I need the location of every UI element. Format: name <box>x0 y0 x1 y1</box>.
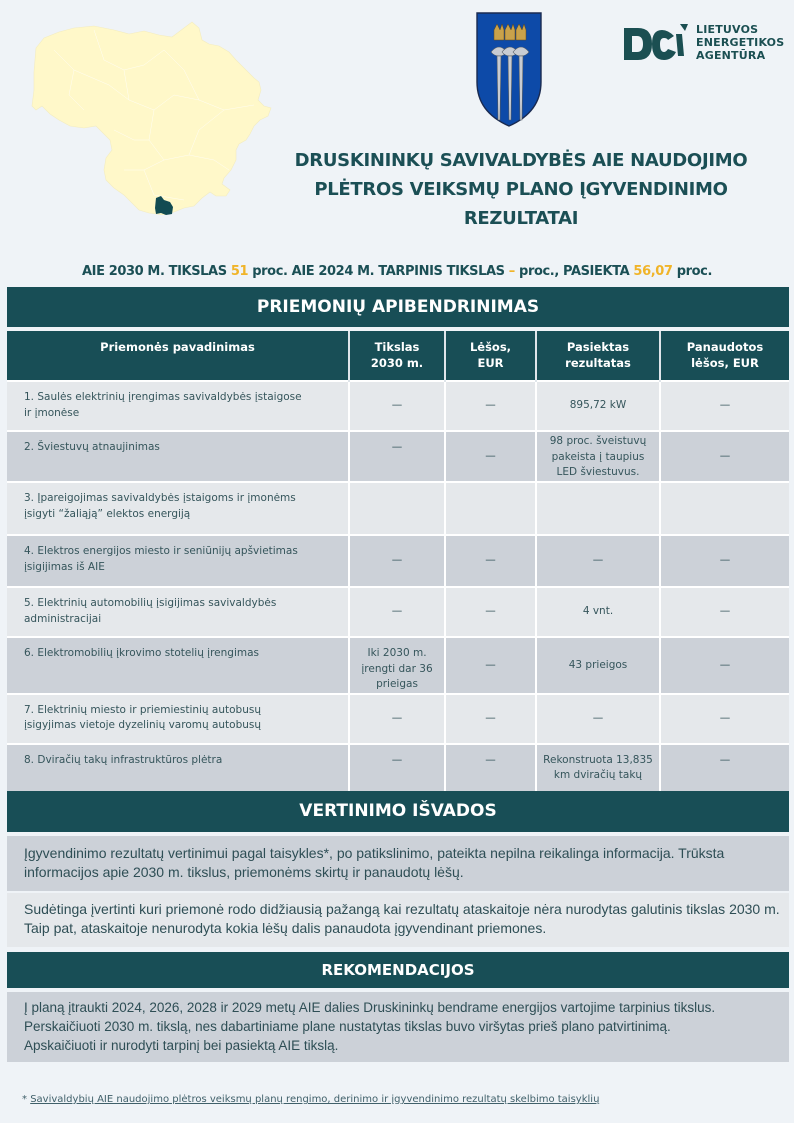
target-cell <box>349 535 445 587</box>
target-cell <box>349 431 445 482</box>
cell-text-line: — <box>719 753 731 766</box>
cell-text-line: įsigyjimas vietoje dyzelinių varomų autobusų <box>24 719 262 731</box>
cell-text-line: prieigas <box>376 678 418 690</box>
measure-name-cell <box>7 482 349 535</box>
target-cell <box>349 587 445 637</box>
cell-text-line: — <box>719 605 731 618</box>
footnote <box>22 1094 599 1105</box>
cell-text-line: 4 vnt. <box>582 605 614 618</box>
cell-text-line: pakeista į taupius <box>551 450 645 463</box>
cell-text-line: Iki 2030 m. <box>367 647 427 659</box>
target-cell <box>349 637 445 694</box>
measure-name-cell <box>7 535 349 587</box>
summary-heading: PRIEMONIŲ APIBENDRINIMAS <box>7 287 789 327</box>
cell-text-line: įsigyti “žaliąją” elektos energiją <box>24 507 191 520</box>
achieved-unit: proc. <box>676 264 712 279</box>
table-row <box>7 694 789 744</box>
funds-cell <box>445 637 536 694</box>
recommendations-heading: REKOMENDACIJOS <box>7 952 789 988</box>
table-row <box>7 587 789 637</box>
cell-text-line: administracijai <box>24 612 102 625</box>
used-funds-cell <box>660 431 789 482</box>
result-cell <box>536 694 660 744</box>
funds-cell <box>445 482 536 535</box>
cell-text-line: — <box>391 711 403 724</box>
target-cell <box>349 694 445 744</box>
cell-text-line: — <box>391 554 403 567</box>
lithuania-outline <box>32 22 271 215</box>
cell-text-line: LED šviestuvus. <box>556 466 640 478</box>
funds-cell <box>445 431 536 482</box>
cell-text-line: 5. Elektrinių automobilių įsigijimas savivaldybės <box>24 597 277 609</box>
title-line: REZULTATAI <box>463 208 579 229</box>
funds-cell <box>445 694 536 744</box>
result-cell <box>536 535 660 587</box>
column-header-target: Tikslas 2030 m. <box>349 331 445 381</box>
used-funds-cell <box>660 535 789 587</box>
targets-summary <box>0 264 794 279</box>
used-funds-cell <box>660 744 789 797</box>
column-header-used-funds: Panaudotos lėšos, EUR <box>660 331 789 381</box>
cell-text-line: — <box>719 399 731 412</box>
funds-cell <box>445 535 536 587</box>
cell-text-line: 8. Dviračių takų infrastruktūros plėtra <box>24 753 223 766</box>
achieved-value: 56,07 <box>633 264 673 279</box>
result-cell <box>536 637 660 694</box>
target-cell <box>349 482 445 535</box>
cell-text-line: 6. Elektromobilių įkrovimo stotelių įrengimas <box>24 647 260 659</box>
agency-name-line: AGENTŪRA <box>696 48 766 62</box>
result-cell <box>536 381 660 431</box>
result-cell <box>536 431 660 482</box>
achieved-label: proc., PASIEKTA <box>519 264 630 279</box>
measure-name-cell <box>7 381 349 431</box>
conclusion-paragraph: Sudėtinga įvertinti kuri priemonė rodo didžiausią pažangą kai rezultatų ataskaitoje nėra nurodytas galutinis tikslas 2030 m. Taip pat, ataskaitoje nenurodyta kokia lėšų dalis panaudota įgyvendinant priemones. <box>7 893 789 947</box>
table-row <box>7 535 789 587</box>
cell-text-line: — <box>592 554 604 567</box>
measure-name-cell <box>7 744 349 797</box>
recommendations-text <box>7 992 789 1062</box>
page-title <box>272 146 770 233</box>
cell-text-line: 3. Įpareigojimas savivaldybės įstaigoms ir įmonėms <box>24 492 296 504</box>
cell-text-line: 2. Šviestuvų atnaujinimas <box>24 441 160 453</box>
result-cell <box>536 744 660 797</box>
funds-cell <box>445 381 536 431</box>
druskininkai-coat-of-arms <box>476 12 542 127</box>
target-cell <box>349 381 445 431</box>
cell-text-line: įsigijimas iš AIE <box>24 560 105 573</box>
funds-cell <box>445 744 536 797</box>
measure-name-cell <box>7 694 349 744</box>
rules-link[interactable]: Savivaldybių AIE naudojimo plėtros veiksmų planų rengimo, derinimo ir įgyvendinimo rezultatų skelbimo taisyklių <box>30 1094 600 1105</box>
table-row <box>7 381 789 431</box>
result-cell <box>536 482 660 535</box>
cell-text-line: — <box>719 658 731 671</box>
agency-name-line: LIETUVOS <box>696 22 759 36</box>
agency-logo-text <box>696 23 784 62</box>
column-header-result: Pasiektas rezultatas <box>536 331 660 381</box>
used-funds-cell <box>660 587 789 637</box>
cell-text-line: — <box>391 605 403 618</box>
cell-text-line: — <box>485 753 496 766</box>
cell-text-line: 7. Elektrinių miesto ir priemiestinių autobusų <box>24 703 261 716</box>
conclusions-heading: VERTINIMO IŠVADOS <box>7 791 789 832</box>
cell-text-line: ir įmonėse <box>24 406 80 419</box>
cell-text-line: — <box>485 605 496 618</box>
title-line: PLĖTROS VEIKSMŲ PLANO ĮGYVENDINIMO <box>314 179 728 200</box>
measure-name-cell <box>7 587 349 637</box>
cell-text-line: — <box>592 711 604 724</box>
cell-text-line: 4. Elektros energijos miesto ir seniūnijų apšvietimas <box>24 545 298 557</box>
conclusion-paragraph: Įgyvendinimo rezultatų vertinimui pagal taisykles*, po patikslinimo, pateikta nepilna reikalinga informacija. Trūksta informacijos apie 2030 m. tikslus, priemonėms skirtų ir panaudotų lėšų. <box>7 836 789 891</box>
recommendation-line: Apskaičiuoti ir nurodyti tarpinį bei pasiektą AIE tikslą. <box>24 1038 339 1053</box>
table-header-row <box>7 331 789 381</box>
lithuania-map-image <box>14 10 276 215</box>
used-funds-cell <box>660 637 789 694</box>
target-2030-label: AIE 2030 M. TIKSLAS <box>82 264 227 279</box>
cell-text-line: Rekonstruota 13,835 <box>543 753 653 766</box>
table-row <box>7 637 789 694</box>
cell-text-line: 1. Saulės elektrinių įrengimas savivaldybės įstaigose <box>24 391 302 403</box>
measure-name-cell <box>7 637 349 694</box>
agency-name-line: ENERGETIKOS <box>696 35 785 49</box>
title-line: DRUSKININKŲ SAVIVALDYBĖS AIE NAUDOJIMO <box>294 150 748 171</box>
cell-text-line: — <box>485 399 496 412</box>
agency-logo <box>622 18 792 66</box>
agency-logo-mark <box>622 22 688 62</box>
column-header-name: Priemonės pavadinimas <box>7 331 349 381</box>
cell-text-line: 43 prieigos <box>568 658 628 671</box>
cell-text-line: — <box>485 554 496 567</box>
measure-name-cell <box>7 431 349 482</box>
used-funds-cell <box>660 482 789 535</box>
footnote-marker: * <box>22 1094 27 1105</box>
target-cell <box>349 744 445 797</box>
recommendation-line: Į planą įtraukti 2024, 2026, 2028 ir 2029 metų AIE dalies Druskininkų bendrame energijos vartojime tarpinius tikslus. <box>24 1000 716 1015</box>
funds-cell <box>445 587 536 637</box>
used-funds-cell <box>660 694 789 744</box>
result-cell <box>536 587 660 637</box>
cell-text-line: įrengti dar 36 <box>361 662 433 675</box>
cell-text-line: — <box>719 711 731 724</box>
cell-text-line: 98 proc. šveistuvų <box>549 435 647 447</box>
cell-text-line: — <box>391 753 403 766</box>
used-funds-cell <box>660 381 789 431</box>
cell-text-line: km dviračių takų <box>553 769 643 781</box>
cell-text-line: — <box>485 711 496 724</box>
table-row <box>7 744 789 797</box>
target-2024-label: proc. AIE 2024 M. TARPINIS TIKSLAS <box>252 264 505 279</box>
cell-text-line: — <box>485 658 496 671</box>
target-2024-value: – <box>508 264 515 279</box>
recommendation-line: Perskaičiuoti 2030 m. tikslą, nes dabartiniame plane nustatytas tikslas buvo viršytas prieš plano patvirtinimą. <box>24 1019 671 1034</box>
measures-table <box>7 331 789 797</box>
cell-text-line: — <box>391 441 403 453</box>
column-header-funds: Lėšos, EUR <box>445 331 536 381</box>
cell-text-line: 895,72 kW <box>569 399 627 412</box>
table-row <box>7 431 789 482</box>
target-2030-value: 51 <box>230 264 249 279</box>
cell-text-line: — <box>485 449 496 462</box>
table-row <box>7 482 789 535</box>
cell-text-line: — <box>719 554 731 567</box>
cell-text-line: — <box>719 449 731 462</box>
cell-text-line: — <box>391 399 403 412</box>
